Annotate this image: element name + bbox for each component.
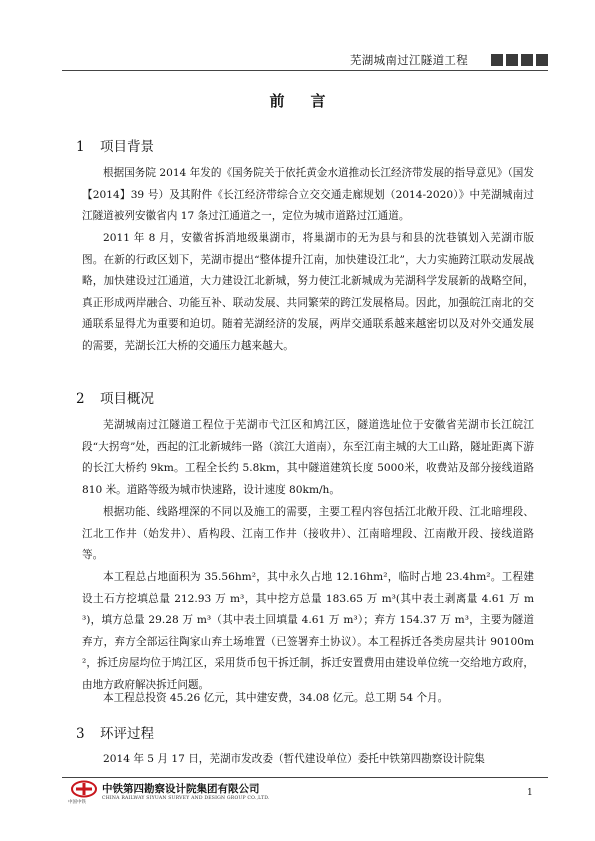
header-block (491, 54, 503, 66)
header-block (506, 54, 518, 66)
header-block (536, 54, 548, 66)
page-header (62, 50, 548, 72)
section-heading (76, 135, 154, 155)
header-rule (62, 70, 548, 71)
paragraph: 根据功能、线路埋深的不同以及施工的需要，主要工程内容包括江北敞开段、江北暗埋段、江北工作井（始发井）、盾构段、江南工作井（接收井）、江南暗埋段、江南敞开段、接线道路等。 (82, 506, 534, 562)
company-logo-icon (70, 780, 98, 798)
footer-company-english: CHINA RAILWAY SIYUAN SURVEY AND DESIGN GROUP CO.,LTD. (102, 796, 270, 801)
paragraph: 2014 年 5 月 17 日，芜湖市发改委（暂代建设单位）委托中铁第四勘察设计院集 (103, 753, 485, 765)
header-block (521, 54, 533, 66)
section-number: 3 (76, 726, 85, 742)
footer-company: 中铁第四勘察设计院集团有限公司 (102, 783, 260, 795)
footer-brand: 中国中铁 (68, 800, 86, 805)
section-title: 环评过程 (100, 726, 154, 742)
paragraph: 2011 年 8 月，安徽省拆消地级巢湖市，将巢湖市的无为县与和县的沈巷镇划入芜湖市版图。在新的行政区划下，芜湖市提出“整体提升江南，加快建设江北”，大力实施跨江联动发展战略，加快建设过江通道，大力建设江北新城，努力使江北新城成为芜湖科学发展新的战略空间，真正形成两岸融合、功能互补、联动发展、共同繁荣的跨江发展格局。因此，加强皖江南北的交通联系显得尤为重要和迫切。随着芜湖经济的发展，两岸交通联系越来越密切以及对外交通发展的需要，芜湖长江大桥的交通压力越来越大。 (82, 232, 534, 352)
footer-rule (62, 777, 548, 778)
paragraph: 芜湖城南过江隧道工程位于芜湖市弋江区和鸠江区，隧道选址位于安徽省芜湖市长江皖江段“大拐弯”处，西起的江北新城纬一路（滨江大道南），东至江南主城的大工山路，隧址距离下游的长江大桥约 9km。工程全长约 5.8km，其中隧道建筑长度 5000米，收费站及部分接线道路 810 米。道路等级为城市快速路，设计速度 80km/h。 (82, 419, 534, 496)
section-number: 1 (76, 139, 85, 155)
section-number: 2 (76, 391, 85, 407)
paragraph: 本工程总投资 45.26 亿元，其中建安费，34.08 亿元。总工期 54 个月。 (103, 692, 449, 704)
header-decoration (491, 54, 548, 66)
section-heading (76, 722, 154, 742)
paragraph: 本工程总占地面积为 35.56hm²，其中永久占地 12.16hm²，临时占地 23.4hm²。工程建设土石方挖填总量 212.93 万 m³，其中挖方总量 183.65 万 m³(其中表土剥离量 4.61 万 m³)，填方总量 29.28 万 m³（其中表土回填量 4.61 万 m³）；弃方 154.37 万 m³，主要为隧道弃方，弃方全部运往陶家山弃土场堆置（已签署弃土协议）。本工程拆迁各类房屋共计 90100m²，拆迁房屋均位于鸠江区，采用货币包干拆迁制，拆迁安置费用由建设单位统一交给地方政府，由地方政府解决拆迁问题。 (82, 571, 534, 691)
header-title: 芜湖城南过江隧道工程 (350, 53, 468, 67)
page-number: 1 (527, 788, 533, 798)
section-title: 项目概况 (100, 391, 154, 407)
section-title: 项目背景 (100, 139, 154, 155)
page-title: 前言 (269, 92, 352, 110)
paragraph: 根据国务院 2014 年发的《国务院关于依托黄金水道推动长江经济带发展的指导意见》（国发【2014】39 号）及其附件《长江经济带综合立交交通走廊规划（2014-2020）》中芜湖城南过江隧道被列安徽省内 17 条过江通道之一，定位为城市道路过江通道。 (82, 167, 534, 223)
section-heading (76, 387, 154, 407)
